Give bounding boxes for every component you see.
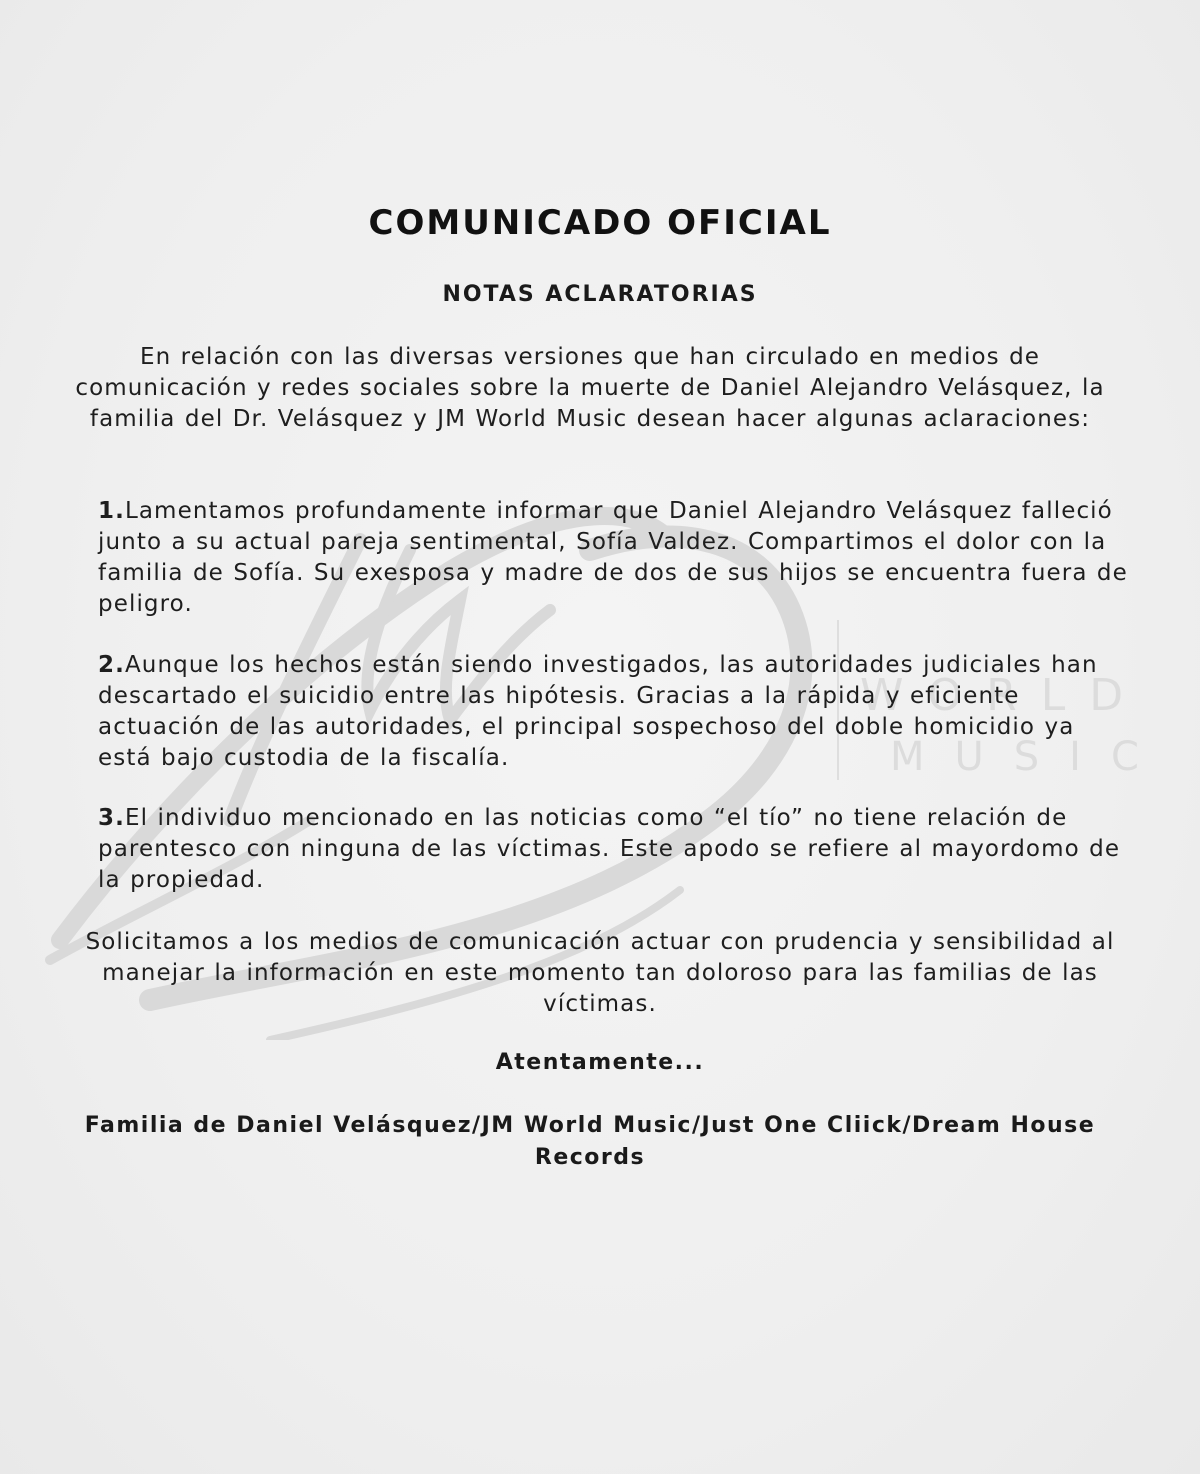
clarification-point-3 xyxy=(98,803,1133,896)
point-number: 2. xyxy=(98,652,125,678)
intro-paragraph: En relación con las diversas versiones que han circulado en medios de comunicación y redes sociales sobre la muerte de Daniel Alejandro Velásquez, la familia del Dr. Velásquez y JM World Music desean hacer algunas aclaraciones: xyxy=(75,344,1105,432)
page-title: COMUNICADO OFICIAL xyxy=(368,203,832,243)
watermark-text-music: MUSIC xyxy=(890,734,1169,780)
regards-line: Atentamente... xyxy=(495,1050,705,1075)
closing-paragraph: Solicitamos a los medios de comunicación actuar con prudencia y sensibilidad al manejar la información en este momento tan doloroso para las familias de las víctimas. xyxy=(85,929,1115,1017)
point-text: El individuo mencionado en las noticias como “el tío” no tiene relación de parentesco con ninguna de las víctimas. Este apodo se refiere al mayordomo de la propiedad. xyxy=(98,805,1121,893)
clarification-point-1 xyxy=(98,496,1133,620)
point-text: Aunque los hechos están siendo investigados, las autoridades judiciales han descartado el suicidio entre las hipótesis. Gracias a la rápida y eficiente actuación de las autoridades, el principal sospechoso del doble homicidio ya está bajo custodia de la fiscalía. xyxy=(98,652,1098,771)
point-text: Lamentamos profundamente informar que Daniel Alejandro Velásquez falleció junto a su actual pareja sentimental, Sofía Valdez. Compartimos el dolor con la familia de Sofía. Su exesposa y madre de dos de sus hijos se encuentra fuera de peligro. xyxy=(98,498,1128,617)
clarification-point-2 xyxy=(98,650,1133,774)
point-number: 1. xyxy=(98,498,125,524)
signature-block: Familia de Daniel Velásquez/JM World Music/Just One Cliick/Dream House Records xyxy=(84,1113,1096,1170)
page-subtitle: NOTAS ACLARATORIAS xyxy=(442,282,758,307)
watermark-text-world: WORLD xyxy=(860,670,1148,721)
point-number: 3. xyxy=(98,805,125,831)
